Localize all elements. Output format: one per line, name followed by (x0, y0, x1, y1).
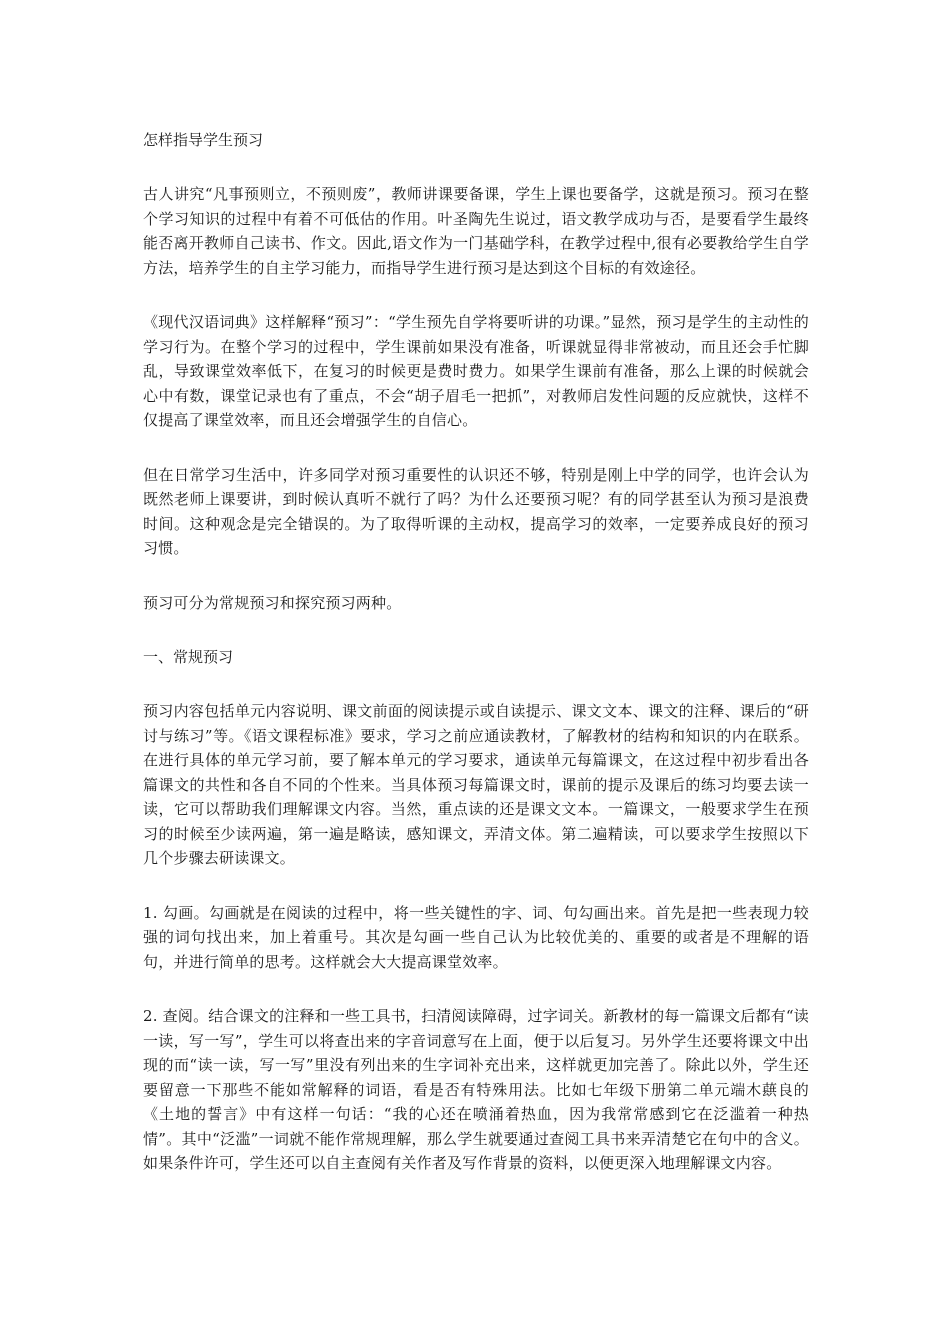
document-page (143, 128, 809, 1206)
paragraph-step-marking: 1. 勾画。勾画就是在阅读的过程中，将一些关键性的字、词、句勾画出来。首先是把一些表现力较强的词句找出来，加上着重号。其次是勾画一些自己认为比较优美的、重要的或者是不理解的语句，并进行简单的思考。这样就会大大提高课堂效率。 (143, 903, 809, 971)
paragraph-definition: 《现代汉语词典》这样解释“预习”：“学生预先自学将要听讲的功课。”显然，预习是学生的主动性的学习行为。在整个学习的过程中，学生课前如果没有准备，听课就显得非常被动，而且还会手忙脚乱，导致课堂效率低下，在复习的时候更是费时费力。如果学生课前有准备，那么上课的时候就会心中有数，课堂记录也有了重点，不会“胡子眉毛一把抓”，对教师启发性问题的反应就快，这样不仅提高了课堂效率，而且还会增强学生的自信心。 (143, 313, 809, 429)
paragraph-types: 预习可分为常规预习和探究预习两种。 (143, 593, 402, 612)
section-heading: 一、常规预习 (143, 648, 234, 666)
paragraph-step-lookup: 2. 查阅。结合课文的注释和一些工具书，扫清阅读障碍，过字词关。新教材的每一篇课文后都有“读一读，写一写”，学生可以将查出来的字音词意写在上面，便于以后复习。另外学生还要将课文中出现的而“读一读，写一写”里没有列出来的生字词补充出来，这样就更加完善了。除此以外，学生还要留意一下那些不能如常解释的词语，看是否有特殊用法。比如七年级下册第二单元端木蕻良的《土地的誓言》中有这样一句话：“我的心还在喷涌着热血，因为我常常感到它在泛滥着一种热情”。其中“泛滥”一词就不能作常规理解，那么学生就要通过查阅工具书来弄清楚它在句中的含义。如果条件许可，学生还可以自主查阅有关作者及写作背景的资料，以便更深入地理解课文内容。 (143, 1007, 809, 1172)
paragraph-intro: 古人讲究“凡事预则立，不预则废”，教师讲课要备课，学生上课也要备学，这就是预习。预习在整个学习知识的过程中有着不可低估的作用。叶圣陶先生说过，语文教学成功与否，是要看学生最终能否离开教师自己读书、作文。因此,语文作为一门基础学科，在教学过程中,很有必要教给学生自学方法，培养学生的自主学习能力，而指导学生进行预习是达到这个目标的有效途径。 (143, 185, 809, 277)
paragraph-misconception: 但在日常学习生活中，许多同学对预习重要性的认识还不够，特别是刚上中学的同学，也许会认为既然老师上课要讲，到时候认真听不就行了吗？为什么还要预习呢？有的同学甚至认为预习是浪费时间。这种观念是完全错误的。为了取得听课的主动权，提高学习的效率，一定要养成良好的预习习惯。 (143, 465, 809, 557)
document-title: 怎样指导学生预习 (143, 131, 264, 149)
paragraph-content: 预习内容包括单元内容说明、课文前面的阅读提示或自读提示、课文文本、课文的注释、课后的“研讨与练习”等。《语文课程标准》要求，学习之前应通读教材，了解教材的结构和知识的内在联系。在进行具体的单元学习前，要了解本单元的学习要求，通读单元每篇课文，在这过程中初步看出各篇课文的共性和各自不同的个性来。当具体预习每篇课文时，课前的提示及课后的练习均要去读一读，它可以帮助我们理解课文内容。当然，重点读的还是课文文本。一篇课文，一般要求学生在预习的时候至少读两遍，第一遍是略读，感知课文，弄清文体。第二遍精读，可以要求学生按照以下几个步骤去研读课文。 (143, 702, 809, 867)
